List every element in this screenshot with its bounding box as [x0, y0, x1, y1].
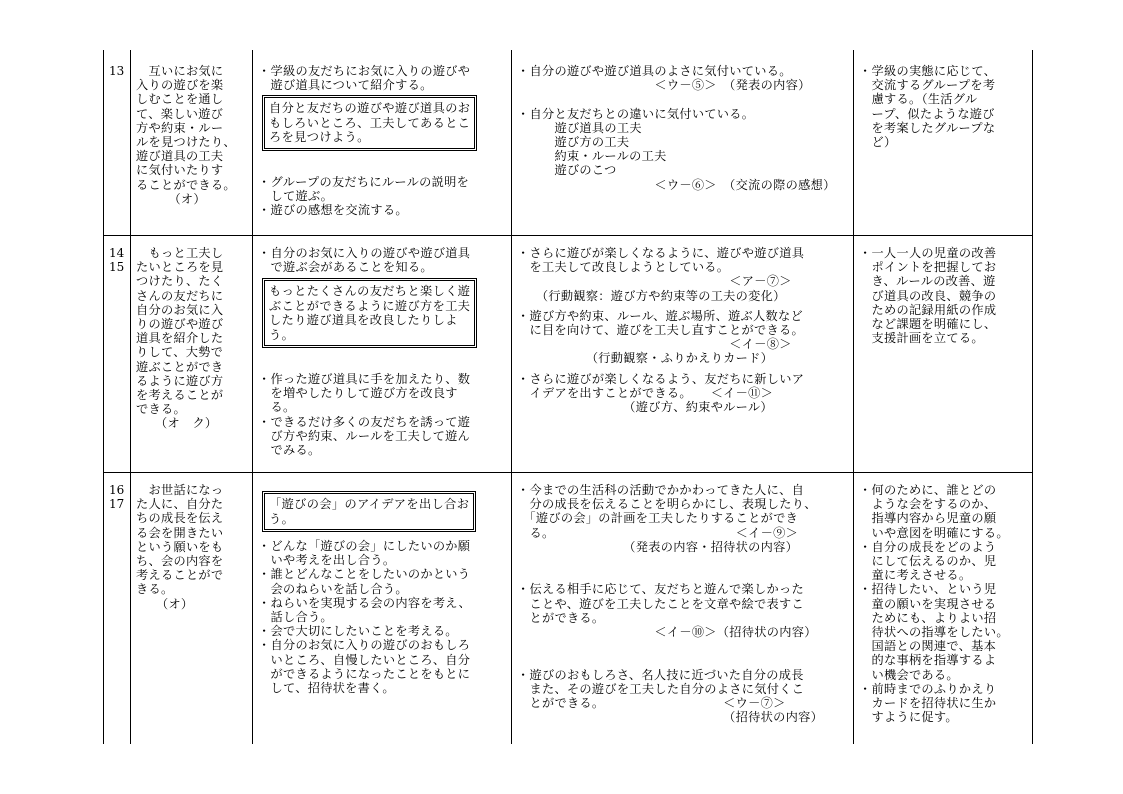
- lesson-goal: 互いにお気に 入りの遊びを楽 しむことを通し て、楽しい遊び 方や約束・ルー ルを見つけたり、 遊び道具の工夫 に気付いたりす ることができる。 （オ）: [136, 64, 236, 206]
- evaluation-criteria: ・自分の遊びや遊び道具のよさに気付いている。 ＜ウ－⑤＞ （発表の内容） ・自分と友だちとの違いに気付いている。 遊び道具の工夫 遊び方の工夫 約束・ルールの工夫 遊びのこつ ＜ウ－⑥＞ （交流の際の感想）: [517, 64, 836, 192]
- lesson-number: 13: [109, 64, 125, 78]
- teacher-support: ・学級の実態に応じて、 交流するグループを考 慮する。（生活グル ープ、似たような遊び を考案したグループな ど）: [859, 64, 997, 150]
- evaluation-criteria: ・さらに遊びが楽しくなるように、遊びや遊び道具 を工夫して改良しようとしている。 ＜ア－⑦＞ （行動観察：遊び方や約束等の工夫の変化） ・遊び方や約束、ルール、遊ぶ場所、遊ぶ人数など に目を向けて、遊びを工夫し直すことができる。 ＜イ－⑧＞ （行動観察・ふりかえりカード） ・さらに遊びが楽しくなるよう、友だちに新しいア イデアを出すことができる。 ＜イ－⑪＞ （遊び方、約束やルール）: [517, 246, 805, 415]
- lesson-number: 14 15: [109, 246, 125, 275]
- column-divider: [130, 50, 131, 744]
- column-divider: [252, 50, 253, 744]
- learning-activities: ・自分のお気に入りの遊びや遊び道具 で遊ぶ会があることを知る。: [258, 246, 471, 275]
- table-border-left: [103, 50, 104, 744]
- table-border-right: [1032, 50, 1033, 744]
- lesson-goal: もっと工夫し たいところを見 つけたり、たく さんの友だちに 自分のお気に入 りの遊びや遊び 道具を紹介した りして、大勢で 遊ぶことができ るように遊び方 を考えることが できる。 （オ ク）: [136, 246, 224, 431]
- teacher-support: ・何のために、誰とどの ような会をするのか、 指導内容から児童の願 いや意図を明確にする。 ・自分の成長をどのよう にして伝えるのか、児 童に考えさせる。 ・招待したい、という児 童の願いを実現させる ためにも、よりよい招 待状への指導をしたい。 国語との関連で、基本 的な事柄を指導するよ い機会である。 ・前時までのふりかえり カードを招待状に生か すように促す。: [859, 483, 1009, 725]
- row-divider: [103, 472, 1033, 473]
- column-divider: [511, 50, 512, 744]
- teacher-support: ・一人一人の児童の改善 ポイントを把握してお き、ルールの改善、遊 び道具の改良、競争の ための記録用紙の作成 など課題を明確にし、 支援計画を立てる。: [859, 246, 997, 346]
- lesson-number: 16 17: [109, 483, 125, 512]
- learning-activities: ・学級の友だちにお気に入りの遊びや 遊び道具について紹介する。: [258, 64, 471, 93]
- learning-activities-continued: ・作った遊び道具に手を加えたり、数 を増やしたりして遊び方を改良す る。 ・できるだけ多くの友だちを誘って遊 び方や約束、ルールを工夫して遊ん でみる。: [258, 372, 471, 458]
- activity-theme-box: もっとたくさんの友だちと楽しく遊 ぶことができるように遊び方を工夫 したり遊び道具を改良したりしよ う。: [262, 278, 477, 348]
- learning-activities-continued: ・どんな「遊びの会」にしたいのか願 いや考えを出し合う。 ・誰とどんなことをしたいのかという 会のねらいを話し合う。 ・ねらいを実現する会の内容を考え、 話し合う。 ・会で大切にしたいことを考える。 ・自分のお気に入りの遊びのおもしろ いところ、自慢したいところ、自分 ができるようになったことをもとに して、招待状を書く。: [258, 539, 472, 696]
- lesson-goal: お世話になっ た人に、自分た ちの成長を伝え る会を開きたい という願いをも ち、会の内容を 考えることがで きる。 （オ）: [136, 483, 224, 611]
- column-divider: [853, 50, 854, 744]
- lesson-plan-table: [103, 50, 1033, 744]
- learning-activities-continued: ・グループの友だちにルールの説明を して遊ぶ。 ・遊びの感想を交流する。: [258, 175, 470, 218]
- evaluation-criteria: ・今までの生活科の活動でかかわってきた人に、自 分の成長を伝えることを明らかにし、表現したり、 「遊びの会」の計画を工夫したりすることができ る。 ＜イ－⑨＞ （発表の内容・招待状の内容） ・伝える相手に応じて、友だちと遊んで楽しかった ことや、遊びを工夫したことを文章や絵で表すこ とができる。 ＜イ－⑩＞（招待状の内容） ・遊びのおもしろさ、名人技に近づいた自分の成長 また、その遊びを工夫した自分のよさに気付くこ とができる。 ＜ウ－⑦＞ （招待状の内容）: [517, 483, 824, 725]
- activity-theme-box: 「遊びの会」のアイデアを出し合お う。: [262, 491, 476, 532]
- activity-theme-box: 自分と友だちの遊びや遊び道具のお もしろいところ、工夫してあるとこ ろを見つけよう。: [262, 95, 477, 151]
- row-divider: [103, 235, 1033, 236]
